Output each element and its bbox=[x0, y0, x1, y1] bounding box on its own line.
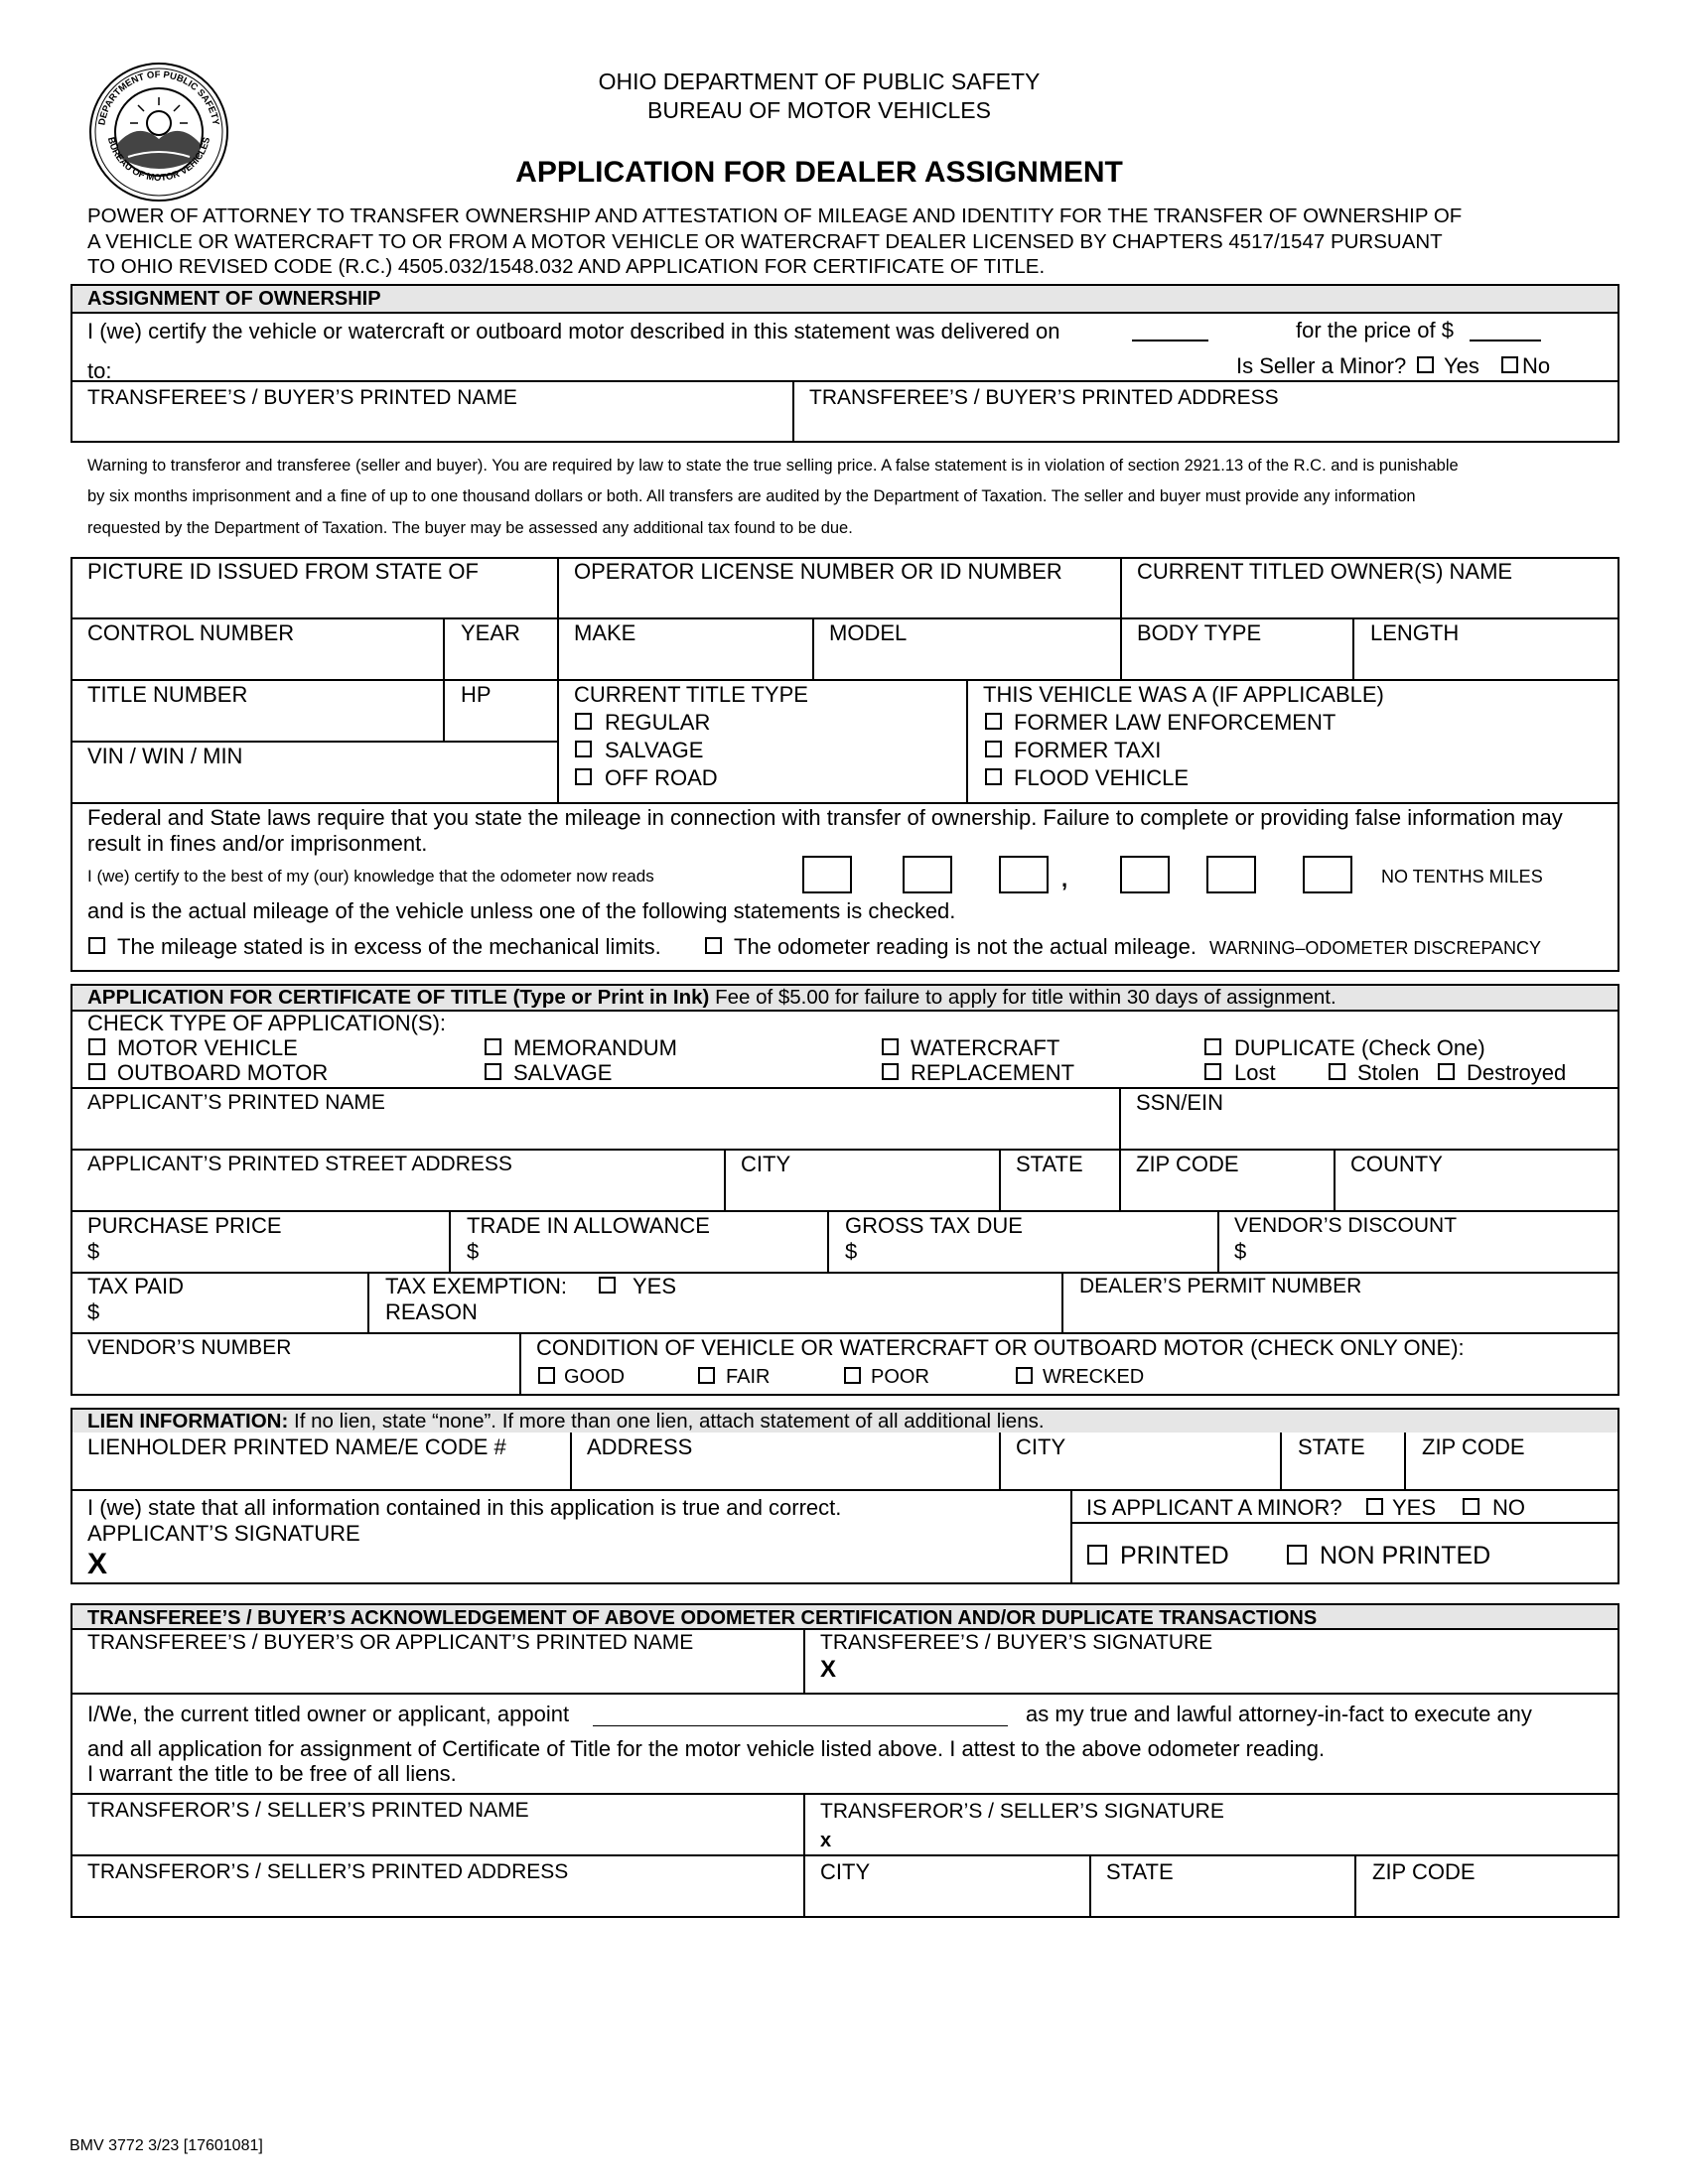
odometer-digit-6[interactable] bbox=[1303, 856, 1352, 893]
divider bbox=[70, 679, 1619, 681]
divider bbox=[70, 1489, 1619, 1491]
divider bbox=[519, 1332, 521, 1396]
divider bbox=[724, 1149, 726, 1210]
vendor-number-field[interactable]: VENDOR’S NUMBER bbox=[87, 1336, 292, 1359]
not-actual-mileage-label: The odometer reading is not the actual mileage. bbox=[734, 934, 1196, 959]
body-type-field[interactable]: BODY TYPE bbox=[1137, 620, 1262, 645]
intro-line-2: A VEHICLE OR WATERCRAFT TO OR FROM A MOTOR VEHICLE OR WATERCRAFT DEALER LICENSED BY CHAPTERS 4517/1547 PURSUANT bbox=[87, 230, 1443, 253]
page-title: APPLICATION FOR DEALER ASSIGNMENT bbox=[515, 156, 1123, 189]
printed-checkbox[interactable] bbox=[1087, 1545, 1107, 1565]
seller-state-field[interactable]: STATE bbox=[1106, 1859, 1174, 1884]
duplicate-checkbox[interactable] bbox=[1204, 1038, 1221, 1055]
replacement-label: REPLACEMENT bbox=[911, 1060, 1075, 1085]
not-actual-mileage-checkbox[interactable] bbox=[705, 937, 722, 954]
buyer-printed-address-field[interactable]: TRANSFEREE’S / BUYER’S PRINTED ADDRESS bbox=[809, 386, 1279, 409]
vin-field[interactable]: VIN / WIN / MIN bbox=[87, 744, 243, 768]
condition-wrecked-label: WRECKED bbox=[1043, 1366, 1145, 1388]
divider bbox=[70, 1149, 1619, 1151]
duplicate-label: DUPLICATE (Check One) bbox=[1234, 1035, 1485, 1060]
divider bbox=[999, 1149, 1001, 1210]
seller-city-field[interactable]: CITY bbox=[820, 1859, 871, 1884]
delivery-statement: I (we) certify the vehicle or watercraft or outboard motor described in this statement was delivered on bbox=[87, 319, 1060, 343]
divider bbox=[1217, 1210, 1219, 1272]
odometer-certify-label: I (we) certify to the best of my (our) knowledge that the odometer now reads bbox=[87, 867, 654, 886]
seal-top-text: DEPARTMENT OF PUBLIC SAFETY bbox=[96, 68, 221, 127]
destroyed-label: Destroyed bbox=[1467, 1060, 1567, 1085]
ssn-field[interactable]: SSN/EIN bbox=[1136, 1090, 1224, 1115]
divider bbox=[1334, 1149, 1336, 1210]
odometer-digit-5[interactable] bbox=[1206, 856, 1256, 893]
stolen-checkbox[interactable] bbox=[1329, 1063, 1345, 1080]
divider bbox=[812, 617, 814, 679]
lien-city-field[interactable]: CITY bbox=[1016, 1434, 1066, 1459]
non-printed-checkbox[interactable] bbox=[1287, 1545, 1307, 1565]
lost-label: Lost bbox=[1234, 1060, 1276, 1085]
divider bbox=[70, 1087, 1619, 1089]
lost-checkbox[interactable] bbox=[1204, 1063, 1221, 1080]
intro-line-1: POWER OF ATTORNEY TO TRANSFER OWNERSHIP AND ATTESTATION OF MILEAGE AND IDENTITY FOR THE TRANSFER OF OWNERSHIP OF bbox=[87, 205, 1463, 227]
divider bbox=[827, 1210, 829, 1272]
divider bbox=[1352, 617, 1354, 679]
divider bbox=[70, 802, 1619, 804]
destroyed-checkbox[interactable] bbox=[1438, 1063, 1455, 1080]
year-field[interactable]: YEAR bbox=[461, 620, 520, 645]
price-warning-line-2: by six months imprisonment and a fine of up to one thousand dollars or both. All transfers are audited by the Department of Taxation. The seller and buyer must provide any information bbox=[87, 487, 1416, 505]
divider bbox=[1280, 1433, 1282, 1489]
outboard-motor-checkbox[interactable] bbox=[88, 1063, 105, 1080]
applicant-minor-question: IS APPLICANT A MINOR? bbox=[1086, 1495, 1342, 1520]
flood-vehicle-checkbox[interactable] bbox=[985, 768, 1002, 785]
lien-state-field[interactable]: STATE bbox=[1298, 1434, 1365, 1459]
applicant-minor-no-checkbox[interactable] bbox=[1463, 1498, 1479, 1515]
application-heading-fee: Fee of $5.00 for failure to apply for title within 30 days of assignment. bbox=[709, 986, 1336, 1009]
to-label: to: bbox=[87, 358, 112, 383]
divider bbox=[70, 1210, 1619, 1212]
applicant-minor-yes-label: YES bbox=[1392, 1495, 1437, 1520]
exemption-reason-field[interactable]: REASON bbox=[385, 1299, 478, 1324]
divider bbox=[1354, 1854, 1356, 1918]
no-tenths-label: NO TENTHS MILES bbox=[1381, 867, 1543, 887]
current-owner-field[interactable]: CURRENT TITLED OWNER(S) NAME bbox=[1137, 559, 1513, 584]
odometer-digit-2[interactable] bbox=[903, 856, 952, 893]
excess-mileage-label: The mileage stated is in excess of the mechanical limits. bbox=[117, 934, 661, 959]
current-title-type-label: CURRENT TITLE TYPE bbox=[574, 682, 808, 707]
odometer-law-line-1: Federal and State laws require that you state the mileage in connection with transfer of ownership. Failure to complete or providing false information may bbox=[87, 805, 1563, 830]
salvage-checkbox[interactable] bbox=[485, 1063, 501, 1080]
application-heading-bold: APPLICATION FOR CERTIFICATE OF TITLE (Type or Print in Ink) bbox=[87, 986, 710, 1009]
divider bbox=[1070, 1522, 1619, 1524]
make-field[interactable]: MAKE bbox=[574, 620, 636, 645]
memorandum-label: MEMORANDUM bbox=[513, 1035, 677, 1060]
divider bbox=[966, 679, 968, 802]
price-field[interactable] bbox=[1470, 340, 1541, 341]
divider bbox=[367, 1272, 369, 1332]
watercraft-checkbox[interactable] bbox=[882, 1038, 899, 1055]
applicant-name-field[interactable]: APPLICANT’S PRINTED NAME bbox=[87, 1091, 385, 1114]
applicant-zip-field[interactable]: ZIP CODE bbox=[1136, 1152, 1239, 1176]
divider bbox=[1070, 1489, 1072, 1584]
condition-good-label: GOOD bbox=[564, 1366, 626, 1388]
gross-tax-field[interactable]: GROSS TAX DUE bbox=[845, 1213, 1023, 1238]
bureau-name: BUREAU OF MOTOR VEHICLES bbox=[647, 97, 991, 123]
divider bbox=[570, 1433, 572, 1489]
lien-heading-note: If no lien, state “none”. If more than one lien, attach statement of all additional liens. bbox=[288, 1410, 1045, 1433]
lien-heading-bold: LIEN INFORMATION: bbox=[87, 1410, 289, 1433]
form-id: BMV 3772 3/23 [17601081] bbox=[70, 2137, 263, 2154]
attorney-in-fact-statement: as my true and lawful attorney-in-fact to execute any bbox=[1026, 1702, 1532, 1726]
tax-paid-field[interactable]: TAX PAID bbox=[87, 1274, 184, 1298]
attorney-in-fact-field[interactable] bbox=[593, 1725, 1008, 1726]
lien-heading bbox=[87, 1410, 1045, 1433]
motor-vehicle-checkbox[interactable] bbox=[88, 1038, 105, 1055]
condition-fair-checkbox[interactable] bbox=[698, 1367, 715, 1384]
buyer-applicant-name-field[interactable]: TRANSFEREE’S / BUYER’S OR APPLICANT’S PRINTED NAME bbox=[87, 1631, 694, 1654]
title-off-road-checkbox[interactable] bbox=[575, 768, 592, 785]
actual-mileage-statement: and is the actual mileage of the vehicle unless one of the following statements is checked. bbox=[87, 898, 956, 923]
replacement-checkbox[interactable] bbox=[882, 1063, 899, 1080]
length-field[interactable]: LENGTH bbox=[1370, 620, 1460, 645]
price-warning-line-1: Warning to transferor and transferee (seller and buyer). You are required by law to state the true selling price. A false statement is in violation of section 2921.13 of the R.C. and is punishable bbox=[87, 457, 1459, 475]
watercraft-label: WATERCRAFT bbox=[911, 1035, 1060, 1060]
salvage-label: SALVAGE bbox=[513, 1060, 613, 1085]
divider bbox=[443, 617, 445, 741]
buyer-signature-label: TRANSFEREE’S / BUYER’S SIGNATURE bbox=[820, 1631, 1213, 1654]
title-number-field[interactable]: TITLE NUMBER bbox=[87, 682, 248, 707]
assignment-heading: ASSIGNMENT OF OWNERSHIP bbox=[87, 288, 381, 310]
lien-true-statement: I (we) state that all information contained in this application is true and correct. bbox=[87, 1495, 842, 1520]
seller-minor-yes-label: Yes bbox=[1444, 353, 1479, 378]
price-warning-line-3: requested by the Department of Taxation. The buyer may be assessed any additional tax found to be due. bbox=[87, 519, 853, 537]
divider bbox=[449, 1210, 451, 1272]
intro-line-3: TO OHIO REVISED CODE (R.C.) 4505.032/1548.032 AND APPLICATION FOR CERTIFICATE OF TITLE. bbox=[87, 255, 1046, 278]
purchase-price-dollar: $ bbox=[87, 1239, 100, 1264]
odometer-discrepancy-warning: WARNING–ODOMETER DISCREPANCY bbox=[1209, 938, 1542, 958]
odometer-digit-4[interactable] bbox=[1120, 856, 1170, 893]
divider bbox=[70, 1793, 1619, 1795]
this-vehicle-was-label: THIS VEHICLE WAS A (IF APPLICABLE) bbox=[983, 682, 1384, 707]
divider bbox=[70, 1693, 1619, 1695]
condition-wrecked-checkbox[interactable] bbox=[1016, 1367, 1033, 1384]
application-heading bbox=[87, 986, 1336, 1010]
odometer-digit-1[interactable] bbox=[802, 856, 852, 893]
flood-vehicle-label: FLOOD VEHICLE bbox=[1014, 765, 1190, 790]
former-law-enforcement-label: FORMER LAW ENFORCEMENT bbox=[1014, 710, 1336, 735]
applicant-signature-field[interactable]: X bbox=[87, 1548, 108, 1580]
title-salvage-label: SALVAGE bbox=[605, 738, 704, 762]
trade-in-field[interactable]: TRADE IN ALLOWANCE bbox=[467, 1213, 710, 1238]
delivery-date-field[interactable] bbox=[1132, 340, 1208, 341]
department-name: OHIO DEPARTMENT OF PUBLIC SAFETY bbox=[598, 68, 1041, 94]
non-printed-label: NON PRINTED bbox=[1320, 1542, 1491, 1570]
acknowledgement-heading: TRANSFEREE’S / BUYER’S ACKNOWLEDGEMENT OF ABOVE ODOMETER CERTIFICATION AND/OR DUPLICATE TRANSACTIONS bbox=[87, 1607, 1318, 1629]
seller-minor-no-checkbox[interactable] bbox=[1501, 356, 1518, 373]
outboard-motor-label: OUTBOARD MOTOR bbox=[117, 1060, 329, 1085]
picture-id-field[interactable]: PICTURE ID ISSUED FROM STATE OF bbox=[87, 559, 479, 584]
seller-address-field[interactable]: TRANSFEROR’S / SELLER’S PRINTED ADDRESS bbox=[87, 1860, 569, 1883]
condition-poor-checkbox[interactable] bbox=[844, 1367, 861, 1384]
odometer-comma: , bbox=[1061, 867, 1068, 891]
assignment-attest-line: and all application for assignment of Certificate of Title for the motor vehicle listed above. I attest to the above odometer reading. bbox=[87, 1736, 1326, 1761]
hp-field[interactable]: HP bbox=[461, 682, 492, 707]
buyer-printed-name-field[interactable]: TRANSFEREE’S / BUYER’S PRINTED NAME bbox=[87, 386, 517, 409]
former-taxi-label: FORMER TAXI bbox=[1014, 738, 1162, 762]
divider bbox=[70, 380, 1619, 382]
control-number-field[interactable]: CONTROL NUMBER bbox=[87, 620, 295, 645]
seller-zip-field[interactable]: ZIP CODE bbox=[1372, 1859, 1476, 1884]
divider bbox=[1404, 1433, 1406, 1489]
divider bbox=[999, 1433, 1001, 1489]
gross-tax-dollar: $ bbox=[845, 1239, 858, 1264]
seller-minor-question: Is Seller a Minor? bbox=[1236, 353, 1407, 378]
divider bbox=[557, 557, 559, 802]
applicant-minor-no-label: NO bbox=[1492, 1495, 1525, 1520]
applicant-signature-label: APPLICANT’S SIGNATURE bbox=[87, 1521, 360, 1546]
title-off-road-label: OFF ROAD bbox=[605, 765, 718, 790]
divider bbox=[70, 1854, 1619, 1856]
applicant-street-field[interactable]: APPLICANT’S PRINTED STREET ADDRESS bbox=[87, 1153, 512, 1175]
condition-fair-label: FAIR bbox=[726, 1366, 771, 1388]
divider bbox=[792, 380, 794, 443]
appoint-statement: I/We, the current titled owner or applicant, appoint bbox=[87, 1702, 570, 1726]
lien-free-warrant: I warrant the title to be free of all liens. bbox=[87, 1761, 457, 1786]
divider bbox=[70, 1272, 1619, 1274]
divider bbox=[1089, 1854, 1091, 1918]
tax-exemption-yes-checkbox[interactable] bbox=[599, 1277, 616, 1294]
divider bbox=[70, 741, 557, 743]
model-field[interactable]: MODEL bbox=[829, 620, 908, 645]
condition-poor-label: POOR bbox=[871, 1366, 929, 1388]
stolen-label: Stolen bbox=[1357, 1060, 1420, 1085]
applicant-state-field[interactable]: STATE bbox=[1016, 1152, 1083, 1176]
excess-mileage-checkbox[interactable] bbox=[88, 937, 105, 954]
former-law-enforcement-checkbox[interactable] bbox=[985, 713, 1002, 730]
lienholder-name-field[interactable]: LIENHOLDER PRINTED NAME/E CODE # bbox=[87, 1434, 506, 1459]
trade-in-dollar: $ bbox=[467, 1239, 480, 1264]
memorandum-checkbox[interactable] bbox=[485, 1038, 501, 1055]
vendor-discount-dollar: $ bbox=[1234, 1239, 1247, 1264]
seller-signature-field[interactable]: x bbox=[820, 1830, 832, 1851]
applicant-county-field[interactable]: COUNTY bbox=[1350, 1152, 1443, 1176]
title-regular-label: REGULAR bbox=[605, 710, 711, 735]
lien-address-field[interactable]: ADDRESS bbox=[587, 1434, 693, 1459]
odometer-digit-3[interactable] bbox=[999, 856, 1049, 893]
divider bbox=[1061, 1272, 1063, 1332]
tax-exemption-label: TAX EXEMPTION: bbox=[385, 1274, 567, 1298]
former-taxi-checkbox[interactable] bbox=[985, 741, 1002, 757]
seller-minor-no-label: No bbox=[1522, 353, 1551, 378]
divider bbox=[1119, 1087, 1121, 1210]
printed-label: PRINTED bbox=[1120, 1542, 1229, 1570]
check-type-label: CHECK TYPE OF APPLICATION(S): bbox=[87, 1011, 447, 1035]
vendor-discount-field[interactable]: VENDOR’S DISCOUNT bbox=[1234, 1214, 1458, 1237]
seal-bottom-text: BUREAU OF MOTOR VEHICLES bbox=[104, 136, 213, 184]
applicant-city-field[interactable]: CITY bbox=[741, 1152, 791, 1176]
title-salvage-checkbox[interactable] bbox=[575, 741, 592, 757]
divider bbox=[70, 1332, 1619, 1334]
price-label: for the price of $ bbox=[1296, 318, 1454, 342]
tax-paid-dollar: $ bbox=[87, 1299, 100, 1324]
divider bbox=[70, 1628, 1619, 1630]
motor-vehicle-label: MOTOR VEHICLE bbox=[117, 1035, 298, 1060]
divider bbox=[803, 1628, 805, 1693]
condition-good-checkbox[interactable] bbox=[538, 1367, 555, 1384]
operator-license-field[interactable]: OPERATOR LICENSE NUMBER OR ID NUMBER bbox=[574, 559, 1062, 584]
seller-printed-name-field[interactable]: TRANSFEROR’S / SELLER’S PRINTED NAME bbox=[87, 1799, 529, 1822]
lien-zip-field[interactable]: ZIP CODE bbox=[1422, 1434, 1525, 1459]
divider bbox=[70, 617, 1619, 619]
seller-minor-yes-checkbox[interactable] bbox=[1417, 356, 1434, 373]
applicant-minor-yes-checkbox[interactable] bbox=[1366, 1498, 1383, 1515]
purchase-price-field[interactable]: PURCHASE PRICE bbox=[87, 1213, 282, 1238]
condition-label: CONDITION OF VEHICLE OR WATERCRAFT OR OUTBOARD MOTOR (CHECK ONLY ONE): bbox=[536, 1335, 1465, 1360]
title-regular-checkbox[interactable] bbox=[575, 713, 592, 730]
dealer-permit-field[interactable]: DEALER’S PERMIT NUMBER bbox=[1079, 1275, 1362, 1297]
divider bbox=[70, 312, 1619, 314]
buyer-signature-field[interactable]: X bbox=[820, 1656, 837, 1683]
seller-signature-label: TRANSFEROR’S / SELLER’S SIGNATURE bbox=[820, 1800, 1224, 1823]
divider bbox=[1120, 557, 1122, 679]
odometer-law-line-2: result in fines and/or imprisonment. bbox=[87, 831, 428, 856]
tax-exemption-yes-label: YES bbox=[633, 1274, 677, 1298]
